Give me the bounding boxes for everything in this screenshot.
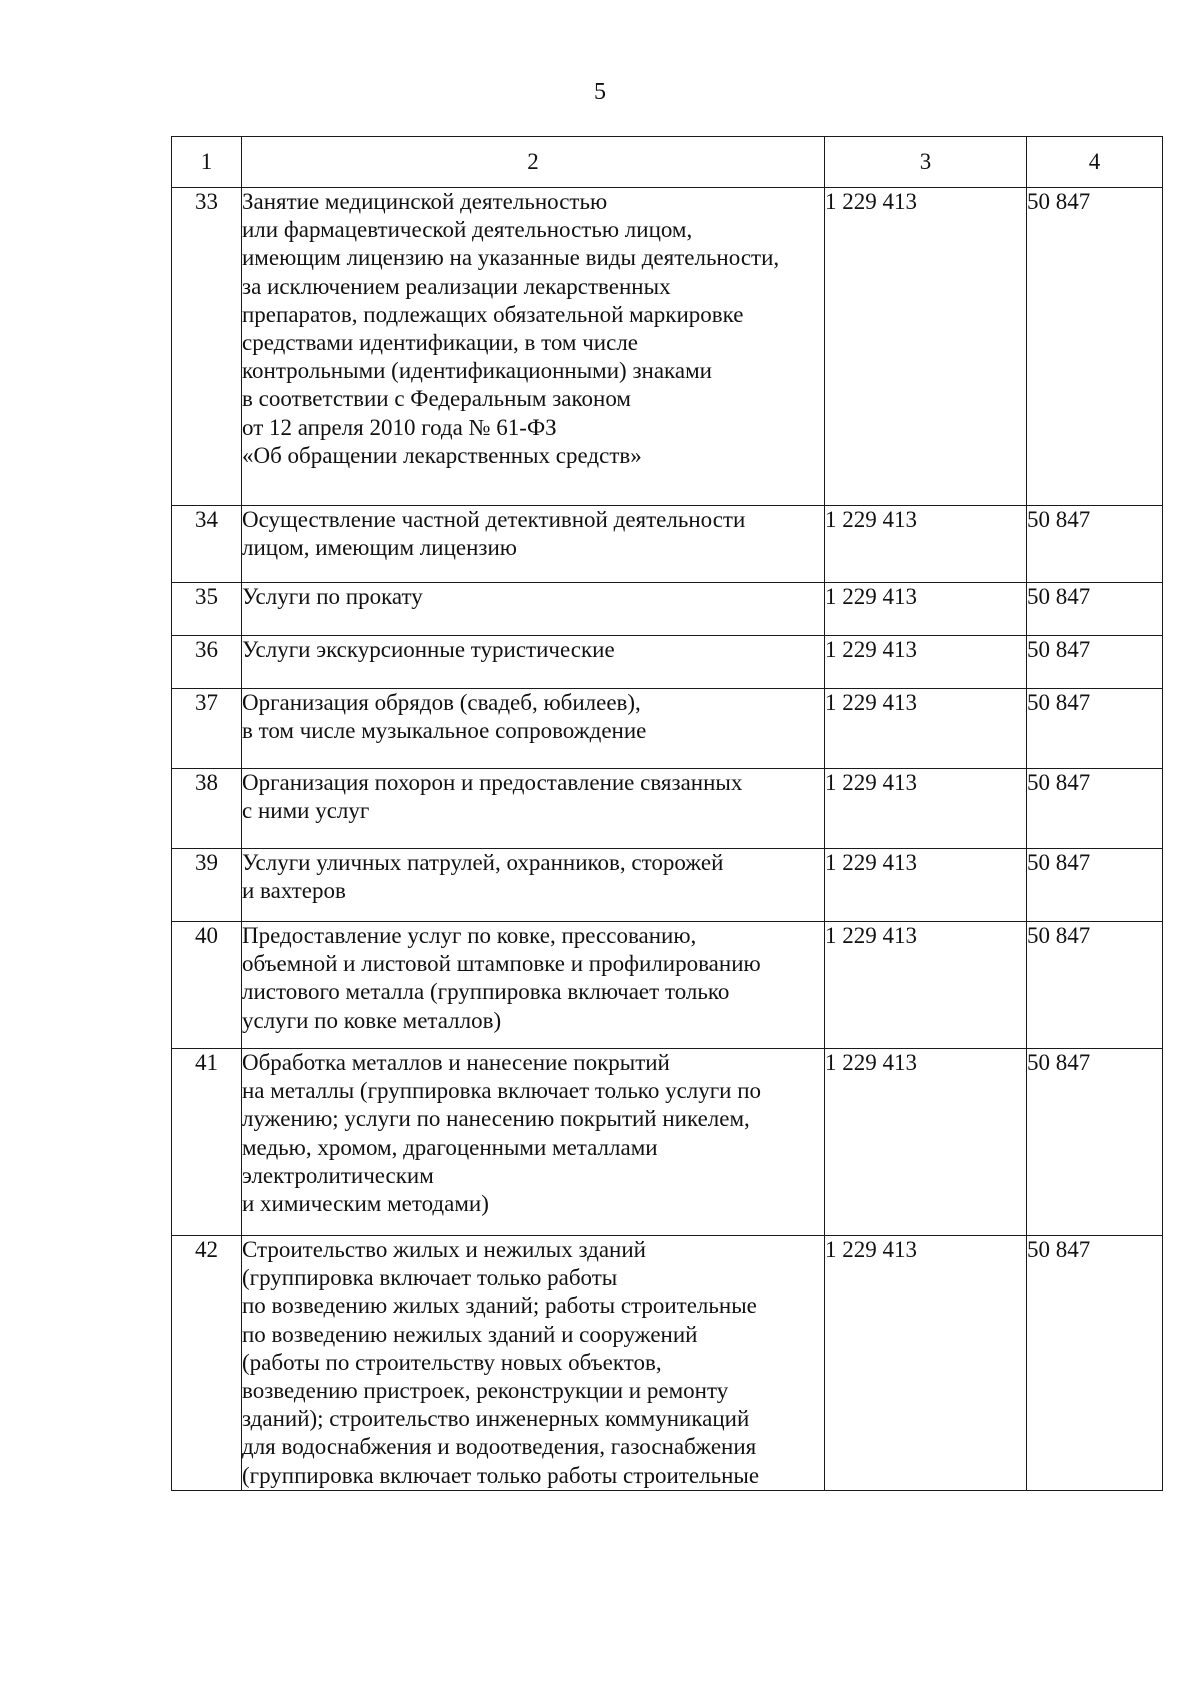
description-line: с ними услуг [242,798,370,824]
table-row [172,636,1163,689]
description-line: Организация обрядов (свадеб, юбилеев), [242,690,641,715]
row-number: 39 [172,849,242,922]
row-description [242,769,825,849]
column-header-4: 4 [1027,137,1163,188]
row-value-col3: 1 229 413 [825,636,1027,689]
row-value-col4: 50 847 [1027,1049,1163,1236]
row-number: 41 [172,1049,242,1236]
row-value-col4: 50 847 [1027,689,1163,769]
description-line: (группировка включает только работы строительные [242,1462,760,1488]
column-header-3: 3 [825,137,1027,188]
description-line: Организация похорон и предоставление связанных [242,770,743,795]
description-line: в том числе музыкальное сопровождение [242,718,647,744]
description-line: Обработка металлов и нанесение покрытий [242,1050,670,1075]
row-value-col4: 50 847 [1027,769,1163,849]
description-line: имеющим лицензию на указанные виды деятельности, [242,245,780,271]
table-row [172,769,1163,849]
description-line: по возведению жилых зданий; работы строительные [242,1293,757,1319]
row-description [242,689,825,769]
row-number: 40 [172,922,242,1049]
description-line: зданий); строительство инженерных коммуникаций [242,1406,750,1432]
row-description [242,188,825,506]
row-description [242,583,825,636]
description-line: возведению пристроек, реконструкции и ремонту [242,1378,729,1404]
page-number: 5 [594,79,606,105]
column-header-2: 2 [242,137,825,188]
table-row [172,188,1163,506]
description-line: средствами идентификации, в том числе [242,330,639,356]
row-value-col3: 1 229 413 [825,188,1027,506]
row-value-col4: 50 847 [1027,583,1163,636]
description-line: по возведению нежилых зданий и сооружений [242,1321,698,1347]
description-line: Строительство жилых и нежилых зданий [242,1237,646,1262]
description-line: лицом, имеющим лицензию [242,535,517,561]
row-description [242,636,825,689]
table-row [172,1049,1163,1236]
row-value-col3: 1 229 413 [825,583,1027,636]
description-line: Услуги уличных патрулей, охранников, сторожей [242,850,724,875]
row-description [242,849,825,922]
description-line: медью, хромом, драгоценными металлами [242,1134,658,1160]
description-line: (работы по строительству новых объектов, [242,1349,662,1375]
row-number: 35 [172,583,242,636]
description-line: Предоставление услуг по ковке, прессованию, [242,923,697,948]
row-value-col4: 50 847 [1027,636,1163,689]
description-line: за исключением реализации лекарственных [242,273,671,299]
table-row [172,1236,1163,1491]
description-line: для водоснабжения и водоотведения, газоснабжения [242,1434,757,1460]
description-line: контрольными (идентификационными) знаками [242,358,712,384]
description-line: объемной и листовой штамповке и профилированию [242,951,761,977]
description-line: лужению; услуги по нанесению покрытий никелем, [242,1106,750,1132]
description-line: «Об обращении лекарственных средств» [242,442,642,468]
table-row [172,583,1163,636]
description-line: Занятие медицинской деятельностью [242,189,608,214]
row-number: 37 [172,689,242,769]
column-header-1: 1 [172,137,242,188]
description-line: препаратов, подлежащих обязательной маркировке [242,301,744,327]
description-line: в соответствии с Федеральным законом [242,386,631,412]
row-number: 38 [172,769,242,849]
row-number: 36 [172,636,242,689]
row-value-col3: 1 229 413 [825,506,1027,583]
description-line: листового металла (группировка включает только [242,979,730,1005]
row-description [242,1236,825,1491]
row-number: 34 [172,506,242,583]
row-description [242,922,825,1049]
row-value-col3: 1 229 413 [825,1049,1027,1236]
description-line: услуги по ковке металлов) [242,1007,502,1033]
row-value-col3: 1 229 413 [825,769,1027,849]
table-row [172,922,1163,1049]
table-row [172,849,1163,922]
row-value-col4: 50 847 [1027,506,1163,583]
table-row [172,689,1163,769]
row-value-col3: 1 229 413 [825,689,1027,769]
description-line: Услуги экскурсионные туристические [242,637,615,662]
data-table [171,136,1163,1491]
description-line: или фармацевтической деятельностью лицом, [242,217,693,243]
row-number: 42 [172,1236,242,1491]
description-line: Услуги по прокату [242,584,423,609]
table-header-row [172,137,1163,188]
description-line: Осуществление частной детективной деятельности [242,507,746,532]
description-line: электролитическим [242,1162,434,1188]
table-body [172,188,1163,1491]
description-line: и вахтеров [242,878,346,904]
row-value-col4: 50 847 [1027,1236,1163,1491]
row-description [242,506,825,583]
row-value-col3: 1 229 413 [825,849,1027,922]
row-value-col4: 50 847 [1027,188,1163,506]
row-value-col3: 1 229 413 [825,922,1027,1049]
description-line: и химическим методами) [242,1191,489,1217]
description-line: (группировка включает только работы [242,1265,618,1291]
row-value-col3: 1 229 413 [825,1236,1027,1491]
description-line: на металлы (группировка включает только услуги по [242,1078,762,1104]
description-line: от 12 апреля 2010 года № 61-ФЗ [242,414,557,440]
row-description [242,1049,825,1236]
table-row [172,506,1163,583]
row-value-col4: 50 847 [1027,849,1163,922]
row-value-col4: 50 847 [1027,922,1163,1049]
row-number: 33 [172,188,242,506]
